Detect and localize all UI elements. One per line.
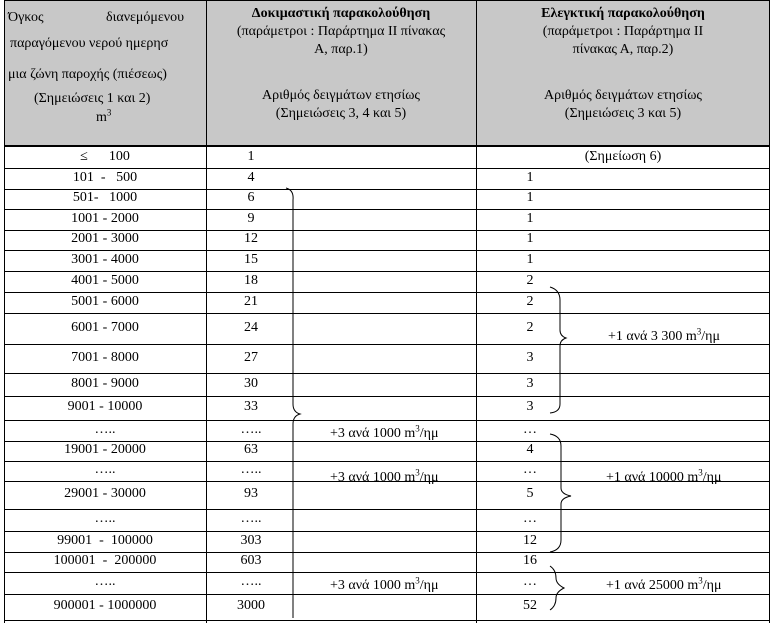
check-samples-cell: 27 [244,349,258,365]
header-volume-line3: μια ζώνη παροχής (πιέσεως) [8,67,167,82]
audit-brace-2 [550,434,571,552]
header-audit-line4: Αριθμός δειγμάτων ετησίως [544,88,702,103]
volume-cell: ….. [94,511,116,526]
audit-samples-cell: 1 [526,251,534,267]
audit-increment-note-2-suffix: /ημ [702,470,722,485]
volume-cell: 900001 - 1000000 [53,598,157,613]
volume-cell: 1001 - 2000 [71,210,139,226]
volume-cell: 6001 - 7000 [71,319,139,335]
audit-samples-cell: … [523,511,537,526]
volume-cell: 100001 - 200000 [53,553,157,568]
header-audit-title: Ελεγκτική παρακολούθηση [541,6,705,21]
check-samples-cell: 303 [240,532,262,548]
check-samples-cell: 18 [244,272,258,288]
grouping-braces [4,0,770,623]
check-increment-note-1-text: +3 ανά 1000 m [330,426,416,441]
audit-brace-3 [550,566,564,610]
volume-cell: ….. [94,574,116,589]
audit-increment-note-3-exp: 3 [698,575,703,586]
check-samples-cell: 1 [247,148,255,164]
check-samples-cell: 24 [244,319,258,335]
audit-samples-cell: 3 [526,399,534,414]
volume-cell: 29001 - 30000 [64,486,146,501]
audit-samples-cell: 2 [526,272,534,288]
header-volume-line1-right: διανεμόμενου [106,10,185,25]
audit-samples-cell: 52 [523,598,537,613]
volume-cell: 19001 - 20000 [64,442,146,457]
volume-cell: 4001 - 5000 [71,272,139,288]
audit-samples-cell: 5 [526,486,534,501]
volume-cell: 3001 - 4000 [71,251,139,267]
check-samples-cell: ….. [240,511,262,526]
check-increment-note-3-exp: 3 [415,575,420,586]
volume-cell: ≤ 100 [80,148,130,164]
audit-brace-1 [550,287,566,413]
check-samples-cell: 30 [244,375,258,391]
audit-increment-note-1-exp: 3 [696,326,702,337]
audit-increment-note-3-text: +1 ανά 25000 m [606,578,699,593]
header-volume-line1-left: Όγκος [8,10,44,25]
header-check-line3: Α, παρ.1) [314,42,368,57]
audit-samples-cell: … [523,421,537,437]
header-volume-line4: (Σημειώσεις 1 και 2) [34,91,151,106]
audit-samples-cell: … [523,462,537,477]
check-samples-cell: 4 [247,169,255,185]
header-volume-unit-base: m [96,110,107,125]
audit-increment-note-2-text: +1 ανά 10000 m [606,470,699,485]
check-samples-cell: ….. [240,421,262,437]
header-check-line5: (Σημειώσεις 3, 4 και 5) [275,106,407,121]
volume-cell: 101 - 500 [72,169,138,185]
volume-cell: 5001 - 6000 [71,293,139,309]
check-samples-cell: 21 [244,293,258,309]
check-increment-note-3-text: +3 ανά 1000 m [330,578,416,593]
sampling-frequency-table [4,0,770,623]
header-check-title: Δοκιμαστική παρακολούθηση [251,6,431,21]
volume-cell: ….. [94,421,116,437]
audit-samples-cell: 3 [526,349,534,365]
audit-samples-cell: 2 [526,293,534,309]
check-samples-cell: 63 [244,442,258,457]
check-increment-note-1-suffix: /ημ [419,426,439,441]
volume-cell: 99001 - 100000 [57,532,153,548]
audit-increment-note-1-suffix: /ημ [701,329,721,344]
audit-samples-cell: 12 [523,532,537,548]
header-audit-line3: πίνακας Α, παρ.2) [572,42,674,57]
audit-samples-cell: 2 [526,319,534,335]
audit-increment-note-2-exp: 3 [698,467,703,478]
audit-samples-cell: (Σημείωση 6) [584,148,662,164]
audit-samples-cell: 16 [523,553,537,568]
volume-cell: 501- 1000 [72,190,138,205]
header-audit-line5: (Σημειώσεις 3 και 5) [564,106,682,121]
check-samples-cell: 12 [244,231,258,246]
check-increment-note-2-suffix: /ημ [419,470,439,485]
check-samples-cell: 3000 [237,598,265,613]
check-samples-cell: 9 [247,210,255,226]
audit-samples-cell: 1 [526,231,534,246]
check-increment-note-2-text: +3 ανά 1000 m [330,470,416,485]
volume-cell: ….. [94,462,116,477]
audit-increment-note-1-text: +1 ανά 3 300 m [608,329,697,344]
header-volume-line2: παραγόμενου νερού ημερησ [10,36,169,51]
check-samples-cell: 6 [247,190,255,205]
audit-samples-cell: 1 [526,169,534,185]
header-check-line2: (παράμετροι : Παράρτημα ΙΙ πίνακας [236,24,446,39]
header-audit-line2: (παράμετροι : Παράρτημα ΙΙ [542,24,704,39]
audit-samples-cell: 3 [526,375,534,391]
audit-samples-cell: 4 [526,442,534,457]
audit-samples-cell: … [523,574,537,589]
header-check-line4: Αριθμός δειγμάτων ετησίως [262,88,420,103]
check-increment-note-2-exp: 3 [415,467,420,478]
audit-increment-note-3-suffix: /ημ [702,578,722,593]
check-samples-cell: 33 [244,399,258,414]
volume-cell: 9001 - 10000 [67,399,143,414]
check-samples-cell: ….. [240,462,262,477]
check-range-brace [286,188,300,618]
check-samples-cell: 603 [240,553,262,568]
volume-cell: 7001 - 8000 [71,349,139,365]
check-samples-cell: 15 [244,251,258,267]
header-volume-unit-exp: 3 [106,107,112,118]
audit-samples-cell: 1 [526,210,534,226]
check-increment-note-3-suffix: /ημ [419,578,439,593]
check-samples-cell: ….. [240,574,262,589]
volume-cell: 8001 - 9000 [71,375,139,391]
check-increment-note-1-exp: 3 [415,423,420,434]
audit-samples-cell: 1 [526,190,534,205]
volume-cell: 2001 - 3000 [71,231,139,246]
check-samples-cell: 93 [244,486,258,501]
